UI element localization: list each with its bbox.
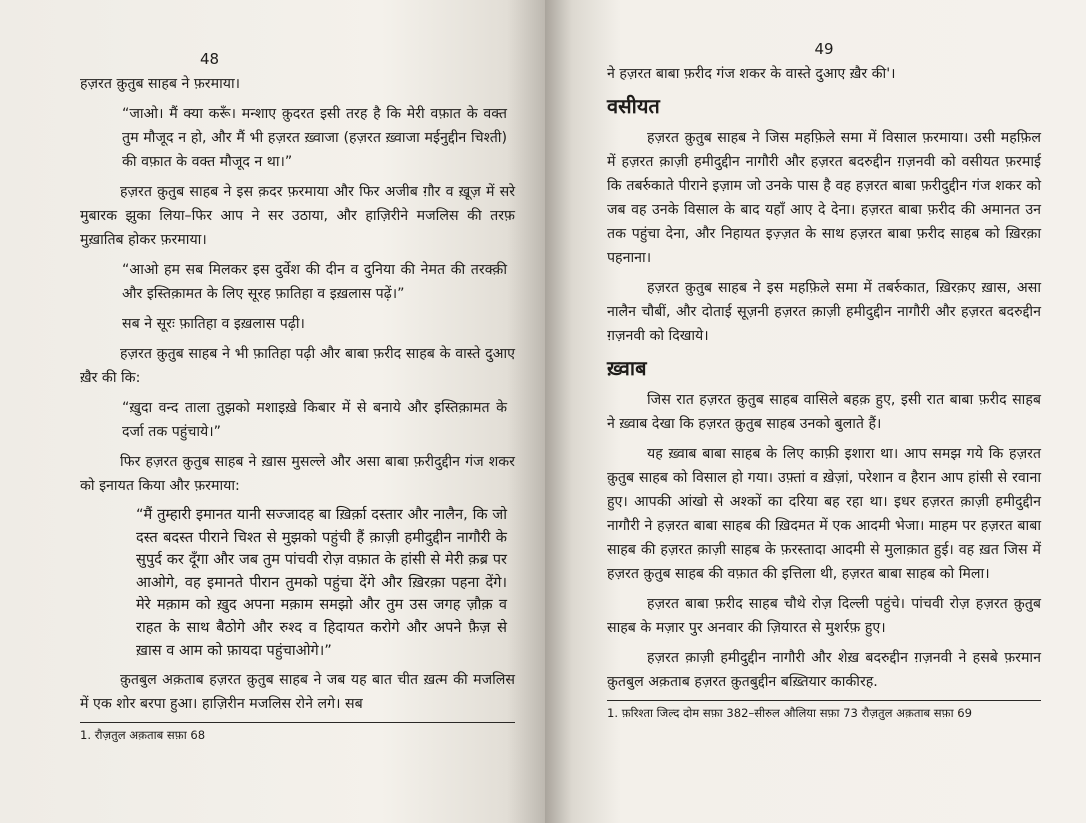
paragraph: हज़रत क़ुतुब साहब ने फ़रमाया। [80, 76, 241, 92]
footnote-rule [80, 722, 515, 723]
continued-line: ने हज़रत बाबा फ़रीद गंज शकर के वास्ते दुआए ख़ैर की'। [607, 66, 896, 82]
paragraph: “ख़ुदा वन्द ताला तुझको मशाइख़े किबार में से बनाये और इस्तिक़ामत के दर्जा तक पहुंचाये।” [122, 400, 507, 440]
right-page-body [607, 92, 1041, 694]
page-number: 49 [814, 40, 834, 58]
paragraph: हज़रत क़ुतुब साहब ने इस क़दर फ़रमाया और फिर अजीब ग़ौर व ख़ूज़ में सरे मुबारक झुका लिया–फिर आप ने सर उठाया, और हाज़िरीने मजलिस की तरफ़ मुख़ातिब होकर फ़रमाया। [80, 184, 515, 248]
paragraph: हज़रत क़ुतुब साहब ने जिस महफ़िले समा में विसाल फ़रमाया। उसी महफ़िल में हज़रत क़ाज़ी हमीदुद्दीन नागौरी और हज़रत बदरुद्दीन ग़ज़नवी को वसीयत फ़रमाई कि तबर्रुकाते पीराने इज़ाम जो उनके पास है वह हज़रत बाबा फ़रीदुद्दीन गंज शकर को जब वह उनके विसाल के बाद यहाँ आए दे देना। हज़रत बाबा फ़रीद की अमानत उन तक पहुंचा देना, और निहायत इज़्ज़त के साथ हज़रत बाबा फ़रीद साहब को ख़िरक़ा पहनाना। [607, 130, 1041, 266]
paragraph: हज़रत क़ाज़ी हमीदुद्दीन नागौरी और शेख़ बदरुद्दीन ग़ज़नवी ने हसबे फ़रमान क़ुतबुल अक़ताब हज़रत क़ुतबुद्दीन बख़्तियार काकीरह. [607, 650, 1041, 690]
paragraph: “आओ हम सब मिलकर इस दुर्वेश की दीन व दुनिया की नेमत की तरक्क़ी और इस्तिक़ामत के लिए सूरह फ़ातिहा व इख़लास पढ़ें।” [122, 262, 507, 302]
paragraph: हज़रत क़ुतुब साहब ने इस महफ़िले समा में तबर्रुकात, ख़िरक़ए ख़ास, असा नालैन चौबीं, और दोताई सूज़नी हज़रत क़ाज़ी हमीदुद्दीन नागौरी और हज़रत बदरुद्दीन ग़ज़नवी को दिखाये। [607, 280, 1041, 344]
right-page [545, 0, 1086, 823]
footnote: 1. फ़रिश्ता जिल्द दोम सफ़ा 382–सीरुल औलिया सफ़ा 73 रौज़तुल अक़ताब सफ़ा 69 [607, 706, 973, 720]
section-heading: ख़्वाब [607, 356, 647, 380]
paragraph: सब ने सूरः फ़ातिहा व इख़लास पढ़ी। [122, 316, 305, 332]
paragraph: क़ुतबुल अक़ताब हज़रत क़ुतुब साहब ने जब यह बात चीत ख़त्म की मजलिस में एक शोर बरपा हुआ। हाज़िरीन मजलिस रोने लगे। सब [80, 672, 515, 713]
page-number: 48 [200, 50, 220, 68]
section-heading: वसीयत [607, 94, 660, 118]
paragraph: हज़रत क़ुतुब साहब ने भी फ़ातिहा पढ़ी और बाबा फ़रीद साहब के वास्ते दुआए ख़ैर की कि: [80, 346, 515, 386]
footnote-rule [607, 700, 1041, 701]
footnote: 1. रौज़तुल अक़ताब सफ़ा 68 [80, 728, 206, 743]
left-page-body [80, 72, 515, 716]
paragraph: यह ख़्वाब बाबा साहब के लिए काफ़ी इशारा था। आप समझ गये कि हज़रत क़ुतुब साहब को विसाल हो गया। उफ़्तां व ख़ेज़ां, परेशान व हैरान आप हांसी से रवाना हुए। आपकी आंखो से अश्कों का दरिया बह रहा था। इधर हज़रत क़ाज़ी हमीदुद्दीन नागौरी ने हज़रत बाबा साहब की ख़िदमत में एक आदमी भेजा। माहम पर हज़रत बाबा साहब की हज़रत क़ाज़ी साहब के फ़रस्तादा आदमी से मुलाक़ात हुई। वह ख़त जिस में हज़रत क़ुतुब साहब की वफ़ात की इत्तिला थी, हज़रत बाबा साहब को मिला। [607, 446, 1041, 582]
paragraph: “जाओ। मैं क्या करूँ। मन्शाए क़ुदरत इसी तरह है कि मेरी वफ़ात के वक्त तुम मौजूद न हो, और मैं भी हज़रत ख़्वाजा (हज़रत ख़्वाजा मईनुद्दीन चिश्ती) की वफ़ात के वक्त मौजूद न था।” [122, 106, 507, 170]
paragraph: “मैं तुम्हारी इमानत यानी सज्जादह बा ख़िर्क़ा दस्तार और नालैन, कि जो दस्त बदस्त पीराने चिश्त से मुझको पहुंची हैं क़ाज़ी हमीदुद्दीन नागौरी के सुपुर्द कर दूँगा और जब तुम पांचवी रोज़ वफ़ात के हांसी से मेरी क़ब्र पर आओगे, वह इमानते पीरान तुमको पहुंचा देंगे और ख़िरक़ा पहना देंगे। मेरे मक़ाम को ख़ुद अपना मक़ाम समझो और तुम उस जगह ज़ौक़ व राहत के साथ बैठोगे और रुश्द व हिदायत करोगे और अपने फ़ैज़ से ख़ास व आम को फ़ायदा पहुंचाओगे।” [136, 506, 507, 659]
paragraph: फिर हज़रत क़ुतुब साहब ने ख़ास मुसल्ले और असा बाबा फ़रीदुद्दीन गंज शकर को इनायत किया और फ़रमाया: [80, 454, 515, 494]
paragraph: हज़रत बाबा फ़रीद साहब चौथे रोज़ दिल्ली पहुंचे। पांचवी रोज़ हज़रत क़ुतुब साहब के मज़ार पुर अनवार की ज़ियारत से मुशर्रफ़ हुए। [607, 596, 1041, 636]
paragraph: जिस रात हज़रत क़ुतुब साहब वासिले बहक़ हुए, इसी रात बाबा फ़रीद साहब ने ख़्वाब देखा कि हज़रत क़ुतुब साहब उनको बुलाते हैं। [607, 392, 1041, 432]
